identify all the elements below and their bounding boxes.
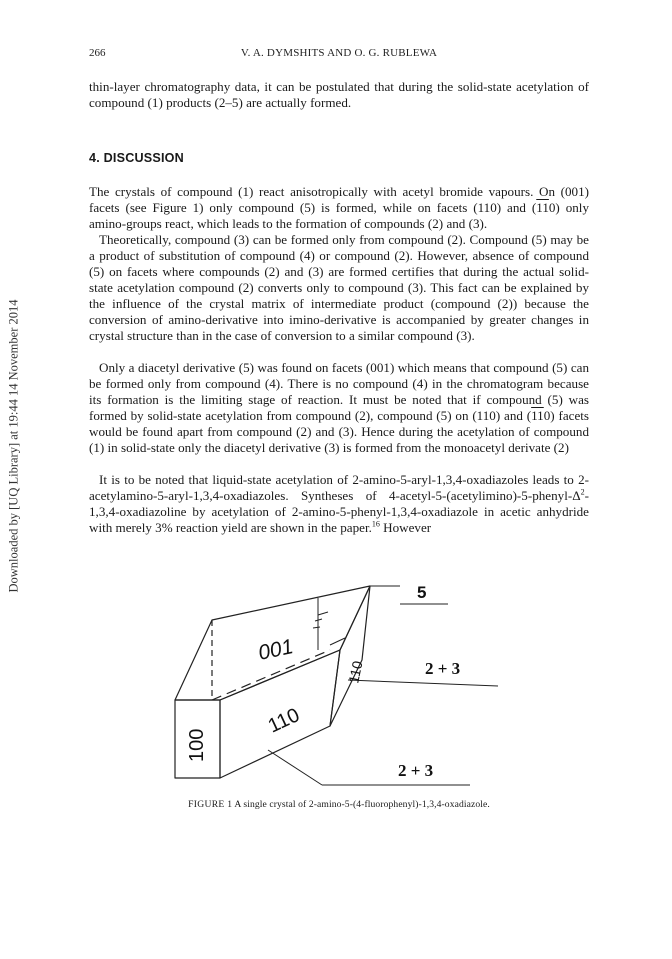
paragraph-intro: thin-layer chromatography data, it can be postulated that during the solid-state acetylation of compound (1) products (2–5) are actually formed. (89, 79, 589, 111)
download-note: Downloaded by [UQ Library] at 19:44 14 November 2014 (6, 299, 21, 592)
section-heading: 4. DISCUSSION (89, 151, 184, 165)
running-header (89, 47, 589, 61)
running-title: V. A. DYMSHITS AND O. G. RUBLEWA (240, 47, 438, 59)
figure-number: FIGURE 1 (188, 799, 233, 810)
paragraph-2: Theoretically, compound (3) can be formed only from compound (2). Compound (5) may be a product of substitution of compound (4) or compound (2). However, absence of compound (5) on facets where compounds (2) and (3) are formed certifies that during the actual solid-state acetylation compound (2) converts only to compound (3). This fact can be explained by the influence of the crystal matrix of intermediate product (compound (2)) because the conversion of amino-derivative into imino-derivative is accompanied by greater changes in crystal structure than in the case of conversion to a similar compound (3). (89, 232, 589, 344)
paragraph-3: Only a diacetyl derivative (5) was found on facets (001) which means that compound (5) can be formed only from compound (4). There is no compound (4) in the chromatogram because its formation is the limiting stage of reaction. It must be noted that if compound (5) was formed by solid-state acetylation from compound (2), compound (5) on (110) and (110) facets would be found apart from compound (2) and (3). Hence during the acetylation of compound (1) in solid-state only the diacetyl derivative (3) is formed from the monoacetyl derivate (2) (89, 360, 589, 456)
crystal-drawing (150, 572, 530, 794)
paragraph-4: It is to be noted that liquid-state acetylation of 2-amino-5-aryl-1,3,4-oxadiazoles leads to 2-acetylamino-5-aryl-1,3,4-oxadiazoles. Syntheses of $4-acetyl-5-(acetylimino)-5-phenyl-\Delta^2-1,3,4$-oxadiazoline by acetylation of 2-amino-5-phenyl-1,3,4-oxadiazole in acetic anhydride with merely 3% reaction yield are shown in the paper.$^{16}$ However (89, 472, 589, 536)
page-number: 266 (89, 47, 106, 59)
facet-label-right-110: 110 (345, 659, 366, 685)
facet-label-001: 001 (256, 635, 296, 665)
paragraph-1: The crystals of compound (1) react anisotropically with acetyl bromide vapours. On (001) facets (see Figure 1) only compound (5) is formed, while on facets (110) and (110) only amino-groups react, which leads to the formation of compounds (2) and (3). (89, 184, 589, 232)
product-label-2-3-lower: 2 + 3 (398, 761, 434, 780)
crystal-figure (150, 572, 530, 794)
download-watermark (2, 248, 26, 643)
figure-caption-text: A single crystal of 2-amino-5-(4-fluorophenyl)-1,3,4-oxadiazole. (234, 799, 490, 810)
facet-label-100: 100 (186, 728, 208, 762)
right-face-110 (330, 586, 370, 726)
product-label-5: 5 (417, 583, 427, 602)
product-label-2-3-upper: 2 + 3 (425, 659, 461, 678)
figure-caption (89, 799, 589, 810)
facet-label-110: 110 (264, 704, 304, 738)
